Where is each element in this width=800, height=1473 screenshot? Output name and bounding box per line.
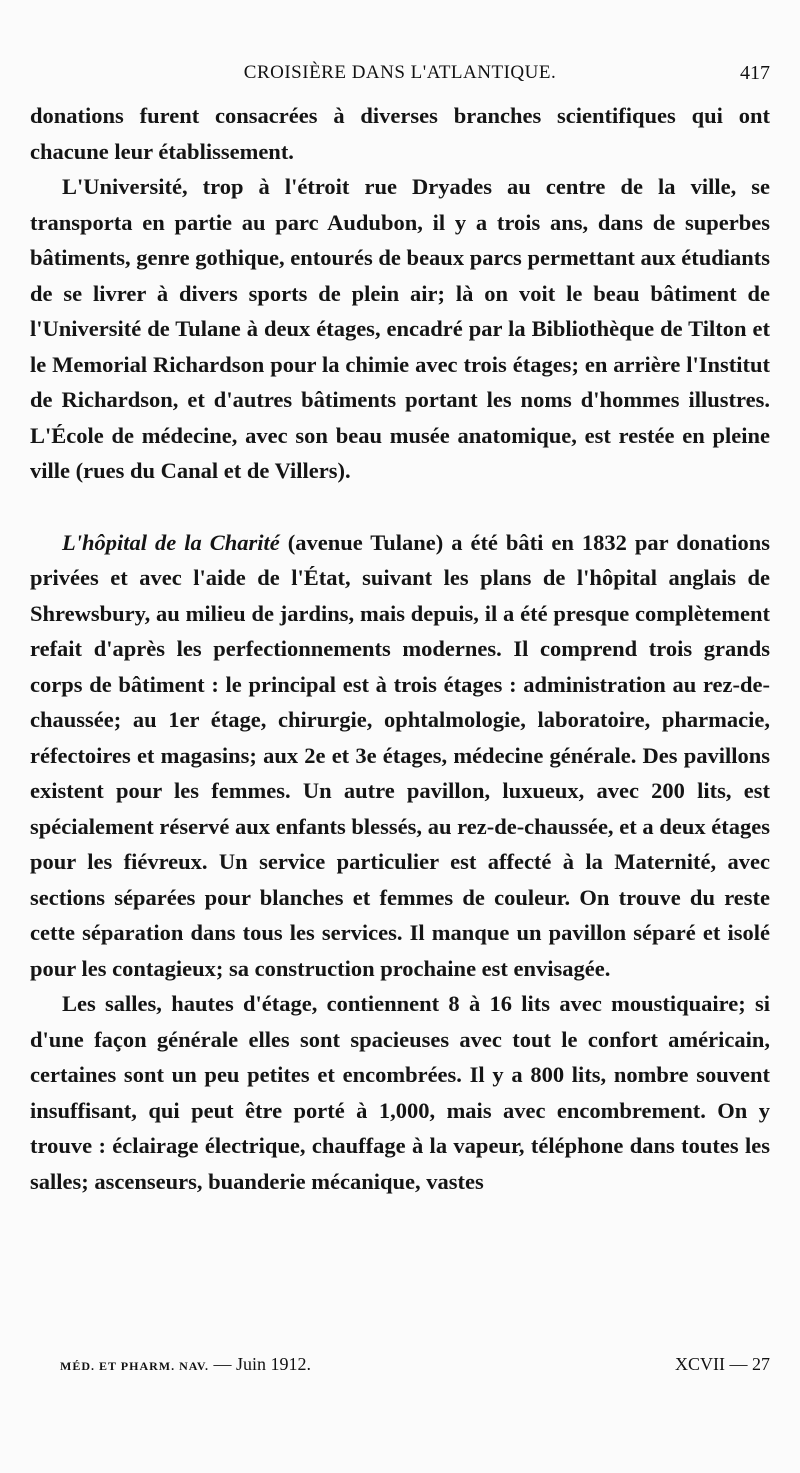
hopital-text: (avenue Tulane) a été bâti en 1832 par donations privées et avec l'aide de l'État, suivant les plans de l'hôpital anglais de Shrewsbury, au milieu de jardins, mais depuis, il a été presque complètement refait d'après les perfectionnements modernes. Il comprend trois grands corps de bâtiment : le principal est à trois étages : administration au rez-de-chaussée; au 1er étage, chirurgie, ophtalmologie, laboratoire, pharmacie, réfectoires et magasins; aux 2e et 3e étages, médecine générale. Des pavillons existent pour les femmes. Un autre pavillon, luxueux, avec 200 lits, est spécialement réservé aux enfants blessés, au rez-de-chaussée, et a deux étages pour les fiévreux. Un service particulier est affecté à la Maternité, avec sections séparées pour blanches et femmes de couleur. On trouve du reste cette séparation dans tous les services. Il manque un pavillon séparé et isolé pour les contagieux; sa construction prochaine est envisagée. — [30, 529, 770, 981]
page-footer — [60, 1354, 770, 1384]
footer-signature: XCVII — 27 — [675, 1354, 770, 1374]
footer-journal — [60, 1354, 311, 1375]
paragraph-salles: Les salles, hautes d'étage, contiennent 8 à 16 lits avec moustiquaire; si d'une façon générale elles sont spacieuses avec tout le confort américain, certaines sont un peu petites et encombrées. Il y a 800 lits, nombre souvent insuffisant, qui peut être porté à 1,000, mais avec encombrement. On y trouve : éclairage électrique, chauffage à la vapeur, téléphone dans toutes les salles; ascenseurs, buanderie mécanique, vastes — [30, 991, 770, 1194]
running-title: CROISIÈRE DANS L'ATLANTIQUE. — [243, 62, 557, 83]
journal-abbrev: MÉD. ET PHARM. NAV. — [60, 1359, 210, 1373]
body-text — [30, 98, 770, 1199]
footer-date: — Juin 1912. — [209, 1354, 312, 1374]
paragraph-universite: L'Université, trop à l'étroit rue Dryades au centre de la ville, se transporta en partie au parc Audubon, il y a trois ans, dans de superbes bâtiments, genre gothique, entourés de beaux parcs permettant aux étudiants de se livrer à divers sports de plein air; là on voit le beau bâtiment de l'Université de Tulane à deux étages, encadré par la Bibliothèque de Tilton et le Memorial Richardson pour la chimie avec trois étages; en arrière l'Institut de Richardson, et d'autres bâtiments portant les noms d'hommes illustres. L'École de médecine, avec son beau musée anatomique, est restée en pleine ville (rues du Canal et de Villers). — [30, 174, 770, 483]
paragraph-continuation: donations furent consacrées à diverses branches scientifiques qui ont chacune leur établissement. — [30, 103, 770, 164]
running-head — [30, 58, 770, 88]
paragraph-hopital — [30, 525, 770, 987]
page-number: 417 — [740, 62, 770, 84]
hopital-title: L'hôpital de la Charité — [62, 529, 280, 555]
